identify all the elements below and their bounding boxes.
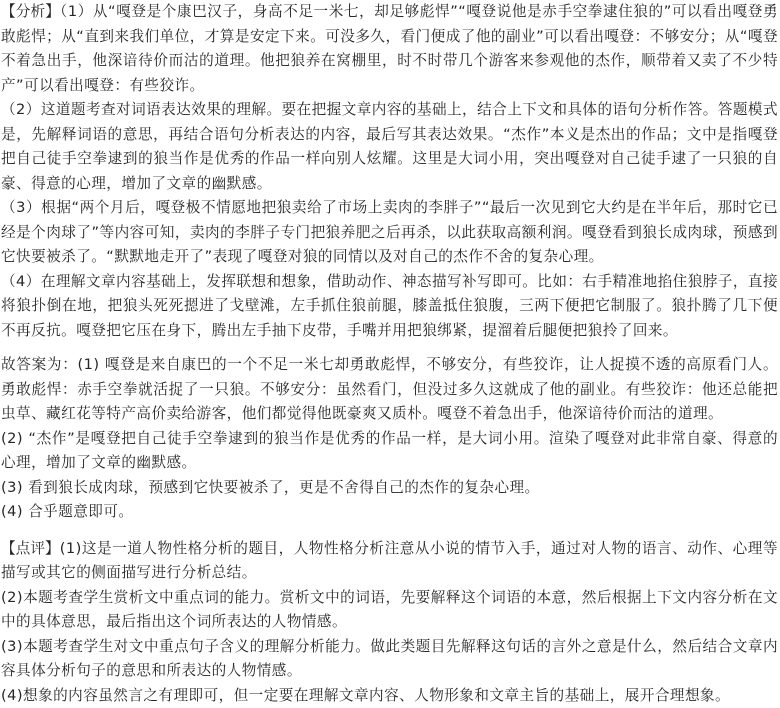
- section-gap: [1, 525, 778, 537]
- comment-paragraph-2: (2)本题考查学生赏析文中重点词的能力。赏析文中的词语，先要解释这个词语的本意，然后根据上下文内容分析在文中的具体意思，最后指出这个词所表达的人物情感。: [1, 586, 778, 635]
- comment-tag: 【点评】: [1, 540, 60, 557]
- answer-paragraph-3: (3) 看到狼长成肉球，预感到它快要被杀了，更是不舍得自己的杰作的复杂心理。: [1, 476, 778, 501]
- comment-paragraph-4: (4)想象的内容虽然言之有理即可，但一定要在理解文章内容、人物形象和文章主旨的基础上，展开合理想象。: [1, 684, 778, 708]
- analysis-item-1-text: （1）从“嘎登是个康巴汉子，身高不足一米七，却足够彪悍”“嘎登说他是赤手空拳逮住狼的”可以看出嘎登勇敢彪悍；从“直到来我们单位，才算是安定下来。可没多久，看门便成了他的副业”可以看出嘎登：不够安分；从“嘎登不着急出手，他深谙待价而沽的道理。他把狼养在窝棚里，时不时带几个游客来参观他的杰作，顺带着又卖了不少特产”可以看出嘎登：有些狡诈。: [1, 3, 778, 94]
- analysis-paragraph-2: （2）这道题考查对词语表达效果的理解。要在把握文章内容的基础上，结合上下文和具体的语句分析作答。答题模式是，先解释词语的意思，再结合语句分析表达的内容，最后写其表达效果。“杰作”本义是杰出的作品；文中是指嘎登把自己徒手空拳逮到的狼当作是优秀的作品一样向别人炫耀。这里是大词小用，突出嘎登对自己徒手逮了一只狼的自豪、得意的心理，增加了文章的幽默感。: [1, 98, 778, 196]
- analysis-paragraph-1: [1, 0, 778, 98]
- analysis-tag: 【分析】: [1, 3, 60, 20]
- comment-paragraph-3: (3)本题考查学生对文中重点句子含义的理解分析能力。做此类题目先解释这句话的言外之意是什么，然后结合文章内容具体分析句子的意思和所表达的人物情感。: [1, 635, 778, 684]
- answer-paragraph-2: (2) “杰作”是嘎登把自己徒手空拳逮到的狼当作是优秀的作品一样，是大词小用。渲染了嘎登对此非常自豪、得意的心理，增加了文章的幽默感。: [1, 427, 778, 476]
- comment-item-1-text: (1)这是一道人物性格分析的题目，人物性格分析注意从小说的情节入手，通过对人物的语言、动作、心理等描写或其它的侧面描写进行分析总结。: [1, 540, 778, 582]
- analysis-paragraph-3: （3）根据“两个月后，嘎登极不情愿地把狼卖给了市场上卖肉的李胖子”“最后一次见到它大约是在半年后，那时它已经是个肉球了”等内容可知，卖肉的李胖子专门把狼养肥之后再杀，以此获取高额利润。嘎登看到狼长成肉球，预感到它快要被杀了。“默默地走开了”表现了嘎登对狼的同情以及对自己的杰作不舍的复杂心理。: [1, 196, 778, 270]
- comment-paragraph-1: [1, 537, 778, 586]
- analysis-paragraph-4: （4）在理解文章内容基础上，发挥联想和想象，借助动作、神态描写补写即可。比如：右手精准地掐住狼脖子，直接将狼扑倒在地，把狼头死死摁进了戈壁滩，左手抓住狼前腿，膝盖抵住狼腹，三两下便把它制服了。狼扑腾了几下便不再反抗。嘎登把它压在身下，腾出左手抽下皮带，手嘴并用把狼绑紧，提溜着后腿便把狼拎了回来。: [1, 270, 778, 344]
- section-gap: [1, 343, 778, 353]
- answer-paragraph-1: 故答案为：(1) 嘎登是来自康巴的一个不足一米七却勇敢彪悍，不够安分，有些狡诈，让人捉摸不透的高原看门人。勇敢彪悍：赤手空拳就活捉了一只狼。不够安分：虽然看门，但没过多久这就成了他的副业。有些狡诈：他还总能把虫草、藏红花等特产高价卖给游客，他们都觉得他既豪爽又质朴。嘎登不着急出手，他深谙待价而沽的道理。: [1, 353, 778, 427]
- answer-paragraph-4: (4) 合乎题意即可。: [1, 500, 778, 525]
